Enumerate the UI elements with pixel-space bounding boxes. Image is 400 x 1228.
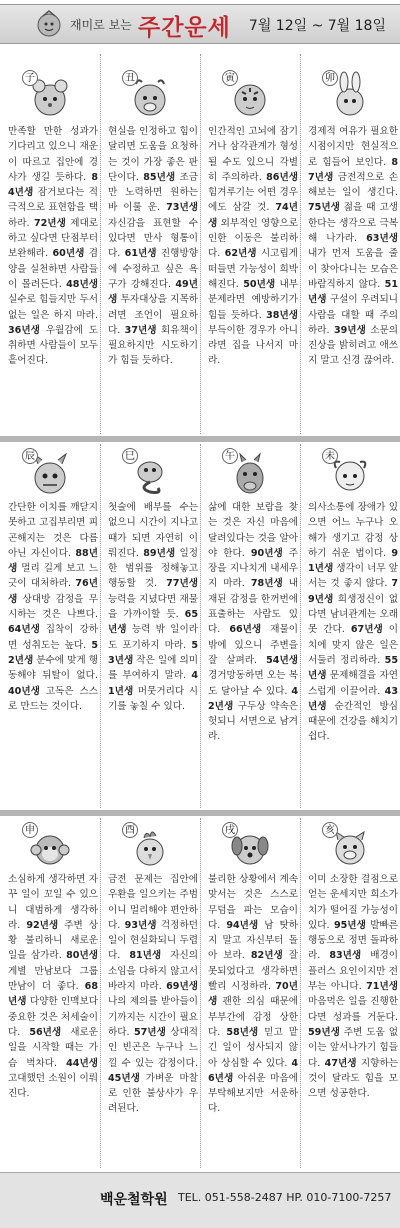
zodiac-label: 酉 — [122, 822, 138, 838]
fortune-text: 첫술에 배부를 수는 없으니 시간이 지나고 때가 되면 자연히 이뤄진다. 89년생 일정한 범위를 정해놓고 행동할 것. 77년생 능력을 지녔다면 재물을 가까이할 듯. 65년생 능력 밖 일이라도 포기하지 마라. 53년생 작은 일에 의미를 부여하지 말라. 41년생 머뭇거리다 시기를 놓칠 수 있다. — [108, 502, 198, 712]
fortune-text: 현실을 인정하고 힘이 달리면 도움을 요청하는 것이 가장 좋은 판단이다. 85년생 조금만 노력하면 원하는 바 이룰 운. 73년생 자신감을 표현할 수 있다면 만사 형통이다. 61년생 진행방향에 수정하고 싶은 욕구가 강해진다. 49년생 투자대상을 지목하려면 조언이 필요하다. 37년생 회유책이 필요하지만 시도하기가 힘들 듯하다. — [108, 126, 198, 367]
sign-card-tiger — [202, 52, 300, 436]
sign-card-rooster — [102, 816, 200, 1170]
fortune-text: 의사소통에 장애가 있으면 어느 누구나 오해가 생기고 감정 상하기 쉬운 법이다. 91년생 생각이 너무 앞서는 것 좋지 않다. 79년생 희생정신이 없다면 남녀관계는 오래 못 간다. 67년생 이치에 맞지 않은 일은 서둘러 정리하라. 55년생 문제해결을 자연스럽게 이끌어라. 43년생 순간적인 방심 때문에 건강을 해치기 쉽다. — [308, 502, 398, 743]
date-range: 7월 12일 ~ 7월 18일 — [248, 18, 386, 34]
zodiac-label: 申 — [22, 822, 38, 838]
rabbit-icon — [325, 70, 372, 118]
sign-card-rat — [2, 52, 100, 436]
sheep-icon — [325, 448, 372, 496]
zodiac-label: 戌 — [222, 822, 238, 838]
rat-icon — [25, 70, 72, 118]
sign-card-dragon — [2, 442, 100, 810]
sign-card-sheep — [302, 442, 400, 810]
fortune-text: 금전 문제는 집안에 우환을 일으키는 주범이니 멀리해야 편안하다. 93년생 걱정하던 일이 현실화되니 두렵다. 81년생 자신의 소임을 다하지 않고서 바라지 마라. 69년생 나의 제의를 받아들이기까지는 시간이 필요하다. 57년생 상대적인 빈곤은 누구나 느낄 수 있는 감정이다. 45년생 가벼운 마찰로 인한 불상사가 우려된다. — [108, 874, 199, 1115]
zodiac-label: 午 — [222, 448, 238, 464]
sponsor-contact: TEL. 051-558-2487 HP. 010-7100-7257 — [178, 1191, 392, 1204]
fortune-text: 만족할 만한 성과가 기다리고 있으니 재운이 따르고 집안에 경사가 생길 듯하다. 84년생 잠거보다는 적극적으로 표현함을 택하라. 72년생 제대로 하고 싶다면 단점부터 보완해라. 60년생 겸양을 실천하면 사람들이 몰려든다. 48년생 실수로 힘들지만 두서없는 일은 하지 마라. 36년생 우월감에 도취하면 사람들이 모두 흩어진다. — [8, 126, 99, 367]
fortune-text: 불리한 상황에서 계속 맞서는 것은 스스로 무덤을 파는 모습이다. 94년생 남 탓하지 말고 자신부터 돌아 보라. 82년생 잘못되었다고 생각하면 빨리 시정하라. 70년생 괜한 의심 때문에 부부간에 감정 상한다. 58년생 믿고 맡긴 일이 성사되지 않아 상심할 수 있다. 46년생 아쉬운 마음에 부탁해보지만 서운하다. — [208, 874, 298, 1115]
sign-card-horse — [202, 442, 300, 810]
fortune-text: 경제적 여유가 필요한 시점이지만 현실적으로 힘들어 보인다. 87년생 금전적으로 손해보는 일이 생긴다. 75년생 젊을 때 고생한다는 생각으로 극복해 나가라. 63년생 내가 먼저 도움을 줄이 찾아다니는 모습은 바람직하지 않다. 51년생 구설이 우려되니 사람을 대할 때 주의하라. 39년생 소문의 진상을 밝히려고 애쓰지 말고 신경 끊어라. — [308, 126, 399, 367]
horse-icon — [225, 448, 272, 496]
sign-card-monkey — [2, 816, 100, 1170]
zodiac-label: 子 — [22, 70, 38, 86]
zodiac-label: 寅 — [222, 70, 238, 86]
zodiac-label: 辰 — [22, 448, 38, 464]
sign-row-3 — [0, 816, 400, 1170]
page-title: 주간운세 — [138, 15, 231, 41]
snake-icon — [125, 448, 172, 496]
sign-card-ox — [102, 52, 200, 436]
dog-icon — [225, 822, 272, 870]
zodiac-label: 丑 — [122, 70, 138, 86]
sign-card-dog — [202, 816, 300, 1170]
zodiac-label: 未 — [322, 448, 338, 464]
ox-icon — [125, 70, 172, 118]
lucky-bag-icon — [34, 8, 64, 38]
fortune-text: 소심하게 생각하면 자꾸 일이 꼬일 수 있으니 대범하게 생각하라. 92년생 주변 상황 불리하니 새로운 일을 삼가라. 80년생 게별 만남보다 그룹 만남이 더 좋다. 68년생 다양한 인맥보다 중요한 것은 처세술이다. 56년생 새로운 일을 시작할 때는 가슴 벅차다. 44년생 고대했던 소원이 이뤄진다. — [8, 874, 98, 1100]
pig-icon — [325, 822, 372, 870]
fortune-text: 간단한 이치를 깨닫지 못하고 고집부리면 피곤해지는 것은 다름 아닌 자신이다. 88년생 멀리 길게 보고 느긋이 대처하라. 76년생 상대방 감정을 무시하는 것은 나쁘다. 64년생 집착이 강하면 성취도는 높다. 52년생 분수에 맞게 행동해야 뒤탈이 없다. 40년생 고독은 스스로 만드는 것이다. — [8, 502, 98, 712]
sponsor-name: 백운철학원 — [100, 1192, 168, 1208]
dragon-icon — [25, 448, 72, 496]
tiger-icon — [225, 70, 272, 118]
footer — [0, 1172, 400, 1228]
zodiac-label: 巳 — [122, 448, 138, 464]
fortune-text: 삶에 대한 보람을 찾는 것은 자신 마음에 달려있다는 것을 알아야 한다. 90년생 주장을 지나치게 내세우지 마라. 78년생 내재된 감정을 한꺼번에 표출하는 사람도 있다. 66년생 재물이 밖에 있으니 주변을 잘 살펴라. 54년생 경거망동하면 오는 복도 달아날 수 있다. 42년생 구두상 약속은 헛되니 서면으로 남겨라. — [208, 502, 298, 743]
sign-card-snake — [102, 442, 200, 810]
fortune-text: 인간적인 고뇌에 잠기거나 삼각관계가 형성될 수도 있으니 각별히 주의하라. 86년생 힘겨루기는 어떤 경우에도 삼갈 것. 74년생 외부적인 영향으로 인한 이동은 불리하다. 62년생 시고립게 떠들면 가능성이 희박해진다. 50년생 내부분제라면 예방하기가 힘들 듯하다. 38년생 부득이한 경우가 아니라면 집을 나서지 마라. — [208, 126, 298, 367]
sign-card-pig — [302, 816, 400, 1170]
sign-card-rabbit — [302, 52, 400, 436]
rooster-icon — [125, 822, 172, 870]
monkey-icon — [25, 822, 72, 870]
header — [0, 0, 400, 46]
header-subtitle: 재미로 보는 — [70, 18, 132, 32]
sign-row-2 — [0, 442, 400, 810]
sign-row-1 — [0, 52, 400, 436]
zodiac-label: 卯 — [322, 70, 338, 86]
fortune-text: 이미 소장한 결점으로 얻는 운세지만 희소가치가 떨어질 가능성이 있다. 95년생 발빠른 행동으로 정면 돌파하라. 83년생 배경이 플러스 요인이지만 전부는 아니다. 71년생 마음먹은 일을 진행한다면 성과를 거둔다. 59년생 주변 도움 없이는 앞서나가기 힘들다. 47년생 지향하는 것이 달라도 힘을 모으면 성공한다. — [308, 874, 399, 1100]
zodiac-label: 亥 — [322, 822, 338, 838]
